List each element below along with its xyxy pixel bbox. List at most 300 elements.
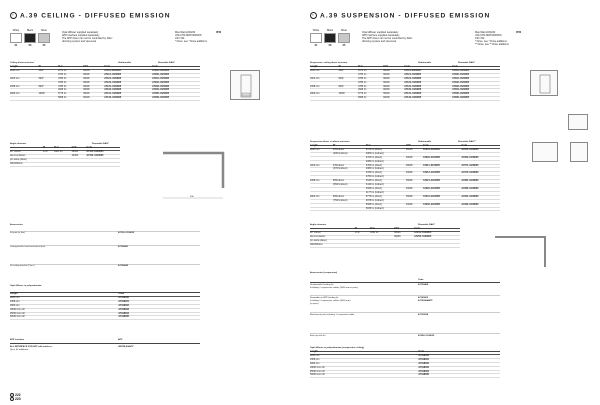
- indirect-cell: A7221..01/06/05: [423, 180, 462, 184]
- left-opal-cell: 2368 mm: [10, 300, 118, 304]
- susp-cell: A7111..01/06/05: [404, 69, 452, 73]
- right-angle-title: Angle elements: [310, 224, 327, 226]
- susp-col-header: Code: [404, 66, 452, 69]
- susp-undim-header: Undimmable: [418, 62, 432, 64]
- susp-col-header: Length: [310, 66, 339, 69]
- corner-drawing: [490, 232, 550, 272]
- ceiling-col-header: Flux: [58, 66, 83, 69]
- arrow-icon: [10, 397, 14, 401]
- ceiling-cell: A7186..01/06/05: [152, 97, 200, 101]
- accessory-joint-name: Kit joint (in line): [10, 232, 25, 234]
- susp-cell: A7183..01/06/05: [452, 85, 500, 89]
- ceiling-dali-header: Dimmable DALI*: [158, 62, 176, 64]
- swatch-silver: Silver 05: [338, 29, 350, 47]
- indirect-cell: 3000K: [406, 195, 423, 199]
- left-opal-cell: A7198033: [118, 308, 200, 312]
- ceiling-cell: 2960 mm: [10, 93, 39, 97]
- indirect-cell: (56W indirect): [333, 184, 366, 188]
- indirect-col-header: Length: [310, 145, 333, 148]
- indirect-cell: A7241..01/06/05: [423, 195, 462, 199]
- susp-col-header: Flux: [358, 66, 383, 69]
- left-opal-cell: 18000 mm roll: [10, 308, 118, 312]
- app-feeding-kit-code: A7199903 A7199904APP: [418, 297, 433, 302]
- left-opal-col-header: Code: [118, 293, 200, 296]
- corner-dimension: 300: [190, 196, 194, 198]
- right-angle-cell: A7251..01/06/05: [414, 231, 460, 235]
- ceiling-cell: 4000K: [83, 97, 104, 101]
- arrow-icon: ›: [10, 12, 17, 19]
- indirect-undim-header: Undimmable: [418, 141, 432, 143]
- left-opal-cell: 1186 mm: [10, 296, 118, 300]
- accessory-kit-bracket-code: A7198042: [118, 265, 129, 267]
- ceiling-cell: A7192..01/06/05: [152, 81, 200, 85]
- ceiling-cell: 4926 lm: [58, 89, 83, 93]
- indirect-cell: A7262..01/06/05: [461, 156, 500, 160]
- susp-col-header: CCT: [383, 66, 404, 69]
- right-angle-cell: 300x300mm: [310, 243, 355, 247]
- ceiling-cell: 3000K: [83, 69, 104, 73]
- swatch-white: White 01: [310, 29, 322, 47]
- indirect-cell: 4000K: [406, 203, 423, 207]
- indirect-col-header: CCT: [406, 145, 423, 148]
- indirect-cell: 4177 lm (indirect): [366, 191, 406, 195]
- susp-dali-header: Dimmable DALI*: [458, 62, 476, 64]
- right-opal-cell: A7198035: [418, 374, 500, 378]
- ceiling-profile-diagram: [230, 70, 260, 100]
- right-ip-rating: IP40: [516, 31, 522, 34]
- app-row-name: ALL-INTERFACE FOR APP with wireless: [10, 346, 52, 348]
- end-cap-code: A7298..01/06/05: [418, 335, 435, 337]
- left-angle-col-header: Flux: [54, 147, 72, 150]
- ceiling-cell: A7142..01/06/05: [104, 97, 152, 101]
- susp-cell: 4926 lm: [358, 89, 383, 93]
- right-notes: Opal diffuser supplied separately APP interface supplied separately The APP driver can not be controlled by DALI dimming system and viceversa: [362, 31, 413, 44]
- indirect-cell: 5035 lm (indirect): [366, 207, 406, 211]
- accessory-bracket-code: A7198041: [118, 246, 129, 248]
- indirect-cell: A7291..01/06/05: [461, 195, 500, 199]
- right-page-number: 223: [10, 397, 21, 401]
- indirect-cell: 2080 lm (indirect): [366, 160, 406, 164]
- ceiling-cell: A7184..01/06/05: [152, 89, 200, 93]
- ceiling-cell: 4000K: [83, 81, 104, 85]
- susp-cell: 3000K: [383, 69, 404, 73]
- left-opal-cell: 2960 mm: [10, 304, 118, 308]
- right-angle-cell: direct emission: [310, 235, 355, 239]
- angle-dali-header: Dimmable DALI*: [92, 143, 110, 145]
- susp-cell: 1186 mm: [310, 69, 339, 73]
- ceiling-cell: 2763 lm: [58, 73, 83, 77]
- indirect-dali-header: Dimmable DALI**: [458, 141, 476, 143]
- ceiling-cell: 1186 mm: [10, 69, 39, 73]
- susp-col-header: W: [339, 66, 358, 69]
- app-row-sub: Up to 60 additional: [10, 349, 29, 351]
- left-angle-col-header: W: [43, 147, 54, 150]
- indirect-cell: A7261..01/06/05: [461, 148, 500, 152]
- ceiling-col-header: Length: [10, 66, 39, 69]
- susp-cell: 4785 lm: [358, 85, 383, 89]
- angle-table-title: Angle elements: [10, 143, 27, 145]
- susp-cell: 2960 mm: [310, 93, 339, 97]
- left-page-title: › A.39 CEILING - DIFFUSED EMISSION: [10, 12, 171, 19]
- swatch-black: Black 06: [324, 29, 336, 47]
- susp-cell: 4000K: [383, 89, 404, 93]
- left-angle-col-header: CCT: [72, 147, 87, 150]
- left-color-swatches: [10, 29, 50, 47]
- ceiling-cell: 2570 lm: [58, 69, 83, 73]
- ceiling-cell: A7141..01/06/05: [104, 93, 152, 97]
- left-angle-cell: A7151..01/06/05: [86, 150, 120, 154]
- susp-cell: 1822 mm: [310, 77, 339, 81]
- ceiling-col-header: CCT: [83, 66, 104, 69]
- left-angle-cell: A7152..01/06/05: [86, 154, 120, 158]
- right-angle-cell: 17W: [355, 231, 370, 235]
- indirect-table-title: Suspension direct + indirect emission: [310, 141, 350, 143]
- swatch-silver: Silver 05: [38, 29, 50, 47]
- accessory-bracket-name: Ceiling bracket and mechanical joint: [10, 246, 46, 248]
- left-angle-cell: direct emission: [10, 154, 43, 158]
- indirect-cell: A7242..01/06/05: [423, 203, 462, 207]
- right-opal-cell: A7198033: [418, 366, 500, 370]
- susp-cell: 3780 lm: [358, 77, 383, 81]
- susp-cell: A7131..01/06/05: [404, 85, 452, 89]
- right-angle-cell: 90° corner: [310, 231, 355, 235]
- profile-drawing: [231, 71, 261, 101]
- indirect-cell: 1186 mm: [310, 148, 333, 152]
- indirect-cell: A7272..01/06/05: [461, 172, 500, 176]
- right-angle-cell: (on same plane): [310, 239, 355, 243]
- ceiling-cell: 3000K: [83, 77, 104, 81]
- accessory-kit-bracket-name: Kit ceiling bracket (2 pcs): [10, 265, 35, 267]
- left-angle-row: [10, 162, 120, 166]
- right-driver-notes: Max Watt 220/240 UNI-CTR-MRT000000S CR>=90 * Drive: see * Drive additions ** Drive: see ** Drive additions: [475, 31, 509, 47]
- indirect-cell: A7222..01/06/05: [423, 187, 462, 191]
- left-opal-cell: A7198035: [118, 316, 200, 320]
- indirect-cell: 42W direct: [333, 164, 366, 168]
- app-col-header: APP: [118, 339, 123, 341]
- ceiling-cell: 4000K: [83, 73, 104, 77]
- ceiling-undim-header: Undimmable: [118, 62, 132, 64]
- indirect-diagram-2: [570, 142, 588, 162]
- susp-side-diagram: [568, 114, 588, 130]
- indirect-cell: 4000K: [406, 156, 423, 160]
- ceiling-cell: A7131..01/06/05: [104, 85, 152, 89]
- right-opal-cell: A7198032: [418, 362, 500, 366]
- right-opal-cell: 50000 mm roll: [310, 374, 418, 378]
- susp-cell: [339, 97, 358, 101]
- right-angle-col-header: Flux: [370, 228, 394, 231]
- indirect-cell: A7201..01/06/05: [423, 148, 462, 152]
- left-angle-cell: 1081 lm: [54, 150, 72, 154]
- indirect-cell: 2763 lm (direct): [366, 156, 406, 160]
- indirect-cell: A7211..01/06/05: [423, 164, 462, 168]
- ceiling-cell: 40W: [39, 69, 58, 73]
- app-feeding-kit-name: Dimmable on APP feeding kit Including 2 suspension cables (3000 mm) (in pairs): [310, 297, 351, 305]
- indirect-cell: 4926 lm (direct): [366, 187, 406, 191]
- susp-cell: 3000K: [383, 77, 404, 81]
- right-angle-col-header: W: [355, 228, 370, 231]
- indirect-cell: 4545 lm (direct): [366, 180, 406, 184]
- ceiling-cell: [10, 97, 39, 101]
- right-angle-cell: [355, 243, 370, 247]
- indirect-col-header: Flux: [366, 145, 406, 148]
- susp-cell: 2368 mm: [310, 85, 339, 89]
- indirect-cell: 5908 lm (direct): [366, 203, 406, 207]
- ceiling-cell: 60W: [39, 77, 58, 81]
- feeding-kit-name: Unalimitable Feeding kit Including 2 suspension cables (3000 mm in pairs): [310, 284, 359, 289]
- end-cap-name: End cap with kit: [310, 335, 326, 337]
- indirect-cell: (37W indirect): [333, 168, 366, 172]
- indirect-spec-table: [310, 145, 500, 211]
- left-angle-cell: (on same plane): [10, 158, 43, 162]
- indirect-row: [310, 195, 500, 199]
- susp-cell: A7122..01/06/05: [404, 81, 452, 85]
- right-accessories-code-header: Code: [418, 279, 424, 281]
- susp-cell: 100W: [339, 93, 358, 97]
- susp-cell: 4000K: [383, 73, 404, 77]
- indirect-cell: [310, 207, 333, 211]
- ceiling-cell: A7122..01/06/05: [104, 81, 152, 85]
- right-page: [300, 0, 600, 405]
- ceiling-col-header: W: [39, 66, 58, 69]
- ceiling-cell: A7112..01/06/05: [104, 73, 152, 77]
- arrow-icon: ›: [310, 12, 317, 19]
- susp-cell: 5776 lm: [358, 93, 383, 97]
- opal-title-right: Opal diffuser in polycarbonate (suspension, ceiling): [310, 347, 364, 349]
- susp-row: [310, 97, 500, 101]
- indirect-cell: 3410 lm (indirect): [366, 184, 406, 188]
- mechanical-joint-code: A7199934: [418, 314, 429, 316]
- ceiling-cell: A7185..01/06/05: [152, 93, 200, 97]
- ceiling-cell: A7183..01/06/05: [152, 85, 200, 89]
- susp-table-title: Suspension, ceiling direct emission: [310, 62, 348, 64]
- right-opal-cell: A7198034: [418, 370, 500, 374]
- right-angle-cell: [394, 243, 414, 247]
- susp-col-header: Code: [452, 66, 500, 69]
- susp-cell: A7132..01/06/05: [404, 89, 452, 93]
- susp-cell: A7141..01/06/05: [404, 93, 452, 97]
- corner-diagram: [158, 148, 228, 203]
- right-page-title: › A.39 SUSPENSION - DIFFUSED EMISSION: [310, 12, 490, 19]
- indirect-cell: A7202..01/06/05: [423, 156, 462, 160]
- left-opal-table: [10, 293, 200, 320]
- indirect-cell: 26W direct: [333, 148, 366, 152]
- accessory-joint-code: A7199..01/06/05: [118, 232, 135, 234]
- right-angle-cell: [414, 243, 460, 247]
- app-interface-title: APP interface: [10, 339, 25, 341]
- right-angle-cell: 4000K: [394, 235, 414, 239]
- indirect-cell: 86W direct: [333, 180, 366, 184]
- right-angle-col-header: CCT: [394, 228, 414, 231]
- indirect-cell: [461, 207, 500, 211]
- susp-cell: 5908 lm: [358, 97, 383, 101]
- opal-title-left: Opal diffuser in polycarbonate: [10, 285, 42, 287]
- indirect-row: [310, 207, 500, 211]
- right-angle-cell: [370, 243, 394, 247]
- ceiling-col-header: Code: [152, 66, 200, 69]
- susp-cell: 4000K: [383, 97, 404, 101]
- indirect-cell: 3780 lm (direct): [366, 164, 406, 168]
- left-notes: Opal diffuser supplied separately APP interface supplied separately The APP driver can not be controlled by DALI dimming system and viceversa: [62, 31, 113, 44]
- indirect-cell: A7271..01/06/05: [461, 164, 500, 168]
- indirect-cell: 4878 lm (indirect): [366, 199, 406, 203]
- left-opal-cell: A7198031: [118, 300, 200, 304]
- profile-drawing: [531, 71, 559, 97]
- right-angle-cell: 1081 lm: [370, 231, 394, 235]
- susp-cell: 80W: [339, 85, 358, 89]
- right-opal-cell: 18000 mm roll: [310, 366, 418, 370]
- susp-cell: A7181..01/06/05: [452, 69, 500, 73]
- indirect-col-header: W: [333, 145, 366, 148]
- right-opal-cell: 25000 mm roll: [310, 370, 418, 374]
- right-opal-cell: A7198030: [418, 354, 500, 358]
- indirect-cell: A7282..01/06/05: [461, 187, 500, 191]
- ceiling-cell: A7191..01/06/05: [152, 77, 200, 81]
- susp-cell: 3780 lm: [358, 81, 383, 85]
- left-angle-cell: [72, 162, 87, 166]
- left-angle-cell: [54, 162, 72, 166]
- right-opal-table: [310, 351, 500, 378]
- right-opal-col-header: Length: [310, 351, 418, 354]
- ceiling-cell: 3780 lm: [58, 77, 83, 81]
- right-opal-cell: 2960 mm: [310, 362, 418, 366]
- indirect-cell: A7212..01/06/05: [423, 172, 462, 176]
- ceiling-cell: A7181..01/06/05: [152, 69, 200, 73]
- swatch-black: Black 06: [24, 29, 36, 47]
- feeding-kit-code: A7199404: [418, 284, 429, 286]
- ceiling-table-title: Ceiling direct emission: [10, 62, 34, 64]
- ceiling-cell: 80W: [39, 85, 58, 89]
- indirect-row: [310, 148, 500, 152]
- left-angle-cell: [86, 162, 120, 166]
- swatch-white: White 01: [10, 29, 22, 47]
- ceiling-cell: 2368 mm: [10, 85, 39, 89]
- indirect-cell: 4000K: [406, 172, 423, 176]
- indirect-cell: 4000K: [406, 187, 423, 191]
- left-opal-cell: A7198032: [118, 304, 200, 308]
- ceiling-cell: 3780 lm: [58, 81, 83, 85]
- susp-cell: A7192..01/06/05: [452, 81, 500, 85]
- left-angle-cell: 3000K: [72, 150, 87, 154]
- left-opal-row: [10, 316, 200, 320]
- susp-cell: 2763 lm: [358, 73, 383, 77]
- indirect-cell: A7281..01/06/05: [461, 180, 500, 184]
- susp-cell: 2570 lm: [358, 69, 383, 73]
- right-angle-col-header: Code: [414, 228, 460, 231]
- indirect-col-header: Code: [423, 145, 462, 148]
- indirect-cell: 2760 lm (indirect): [366, 176, 406, 180]
- right-opal-cell: 2368 mm: [310, 358, 418, 362]
- right-accessories-title: Accessories (suspension): [310, 272, 338, 274]
- ceiling-cell: 100W: [39, 93, 58, 97]
- susp-cell: A7186..01/06/05: [452, 97, 500, 101]
- indirect-cell: 3780 lm (direct): [366, 172, 406, 176]
- right-opal-row: [310, 374, 500, 378]
- indirect-row: [310, 180, 500, 184]
- indirect-cell: 2080 lm (indirect): [366, 152, 406, 156]
- indirect-cell: 5776 lm (direct): [366, 195, 406, 199]
- ceiling-cell: A7132..01/06/05: [104, 89, 152, 93]
- susp-cell: A7182..01/06/05: [452, 73, 500, 77]
- indirect-cell: [406, 207, 423, 211]
- ceiling-cell: A7111..01/06/05: [104, 69, 152, 73]
- indirect-cell: (20W indirect): [333, 152, 366, 156]
- left-opal-cell: 50000 mm roll: [10, 316, 118, 320]
- susp-cell: A7112..01/06/05: [404, 73, 452, 77]
- accessories-title: Accessories: [10, 224, 23, 226]
- left-opal-cell: A7198030: [118, 296, 200, 300]
- left-opal-col-header: Length: [10, 293, 118, 296]
- right-angle-cell: 3000K: [394, 231, 414, 235]
- ceiling-cell: A7121..01/06/05: [104, 77, 152, 81]
- susp-cell: 3000K: [383, 85, 404, 89]
- ceiling-cell: 4000K: [83, 89, 104, 93]
- ceiling-col-header: Code: [104, 66, 152, 69]
- susp-cell: A7121..01/06/05: [404, 77, 452, 81]
- indirect-cell: A7292..01/06/05: [461, 203, 500, 207]
- indirect-diagram-1: [532, 142, 558, 162]
- ceiling-cell: 4785 lm: [58, 85, 83, 89]
- indirect-cell: 3000K: [406, 180, 423, 184]
- indirect-cell: 2368 mm: [310, 180, 333, 184]
- left-angle-cell: 17W: [43, 150, 54, 154]
- susp-cell: 60W: [339, 77, 358, 81]
- right-corner-diagram: [490, 232, 550, 272]
- left-angle-cell: 90° corner: [10, 150, 43, 154]
- ceiling-cell: A7182..01/06/05: [152, 73, 200, 77]
- left-angle-cell: 300x300mm: [10, 162, 43, 166]
- right-angle-row: [310, 243, 460, 247]
- left-page-number: 222: [10, 393, 21, 397]
- corner-drawing: [158, 148, 228, 203]
- indirect-cell: 2960 mm: [310, 195, 333, 199]
- right-opal-col-header: Code: [418, 351, 500, 354]
- susp-cell: A7191..01/06/05: [452, 77, 500, 81]
- susp-cell: [310, 97, 339, 101]
- ceiling-cell: 5908 lm: [58, 97, 83, 101]
- left-opal-cell: A7198034: [118, 312, 200, 316]
- indirect-cell: [333, 207, 366, 211]
- ceiling-cell: 1822 mm: [10, 77, 39, 81]
- right-angle-dali-header: Dimmable DALI*: [418, 224, 436, 226]
- susp-cell: 40W: [339, 69, 358, 73]
- ceiling-cell: [39, 97, 58, 101]
- mechanical-joint-name: Mechanical joint including 1 suspension cable: [310, 314, 355, 316]
- indirect-cell: [423, 207, 462, 211]
- susp-profile-diagram: [530, 70, 558, 96]
- app-row-code: UNITBLE&APP: [118, 346, 134, 348]
- left-angle-cell: 4000K: [72, 154, 87, 158]
- indirect-cell: 3000K: [406, 164, 423, 168]
- ceiling-spec-table: [10, 66, 200, 101]
- susp-cell: A7184..01/06/05: [452, 89, 500, 93]
- indirect-cell: 80W direct: [333, 195, 366, 199]
- ceiling-cell: 5776 lm: [58, 93, 83, 97]
- left-driver-notes: Max Watt 220/240 UNI-CTR-MRT000000S CR>=90 * Drive: see * Drive additions: [175, 31, 207, 44]
- indirect-cell: 3000K: [406, 148, 423, 152]
- ceiling-cell: 3000K: [83, 93, 104, 97]
- right-angle-cell: A7252..01/06/05: [414, 235, 460, 239]
- right-opal-cell: 1186 mm: [310, 354, 418, 358]
- left-angle-cell: [43, 162, 54, 166]
- left-angle-col-header: Code: [86, 147, 120, 150]
- indirect-cell: 1822 mm: [310, 164, 333, 168]
- ceiling-row: [10, 97, 200, 101]
- right-opal-cell: A7198031: [418, 358, 500, 362]
- susp-cell: A7142..01/06/05: [404, 97, 452, 101]
- indirect-cell: (75W indirect): [333, 199, 366, 203]
- right-color-swatches: [310, 29, 350, 47]
- susp-cell: 4000K: [383, 81, 404, 85]
